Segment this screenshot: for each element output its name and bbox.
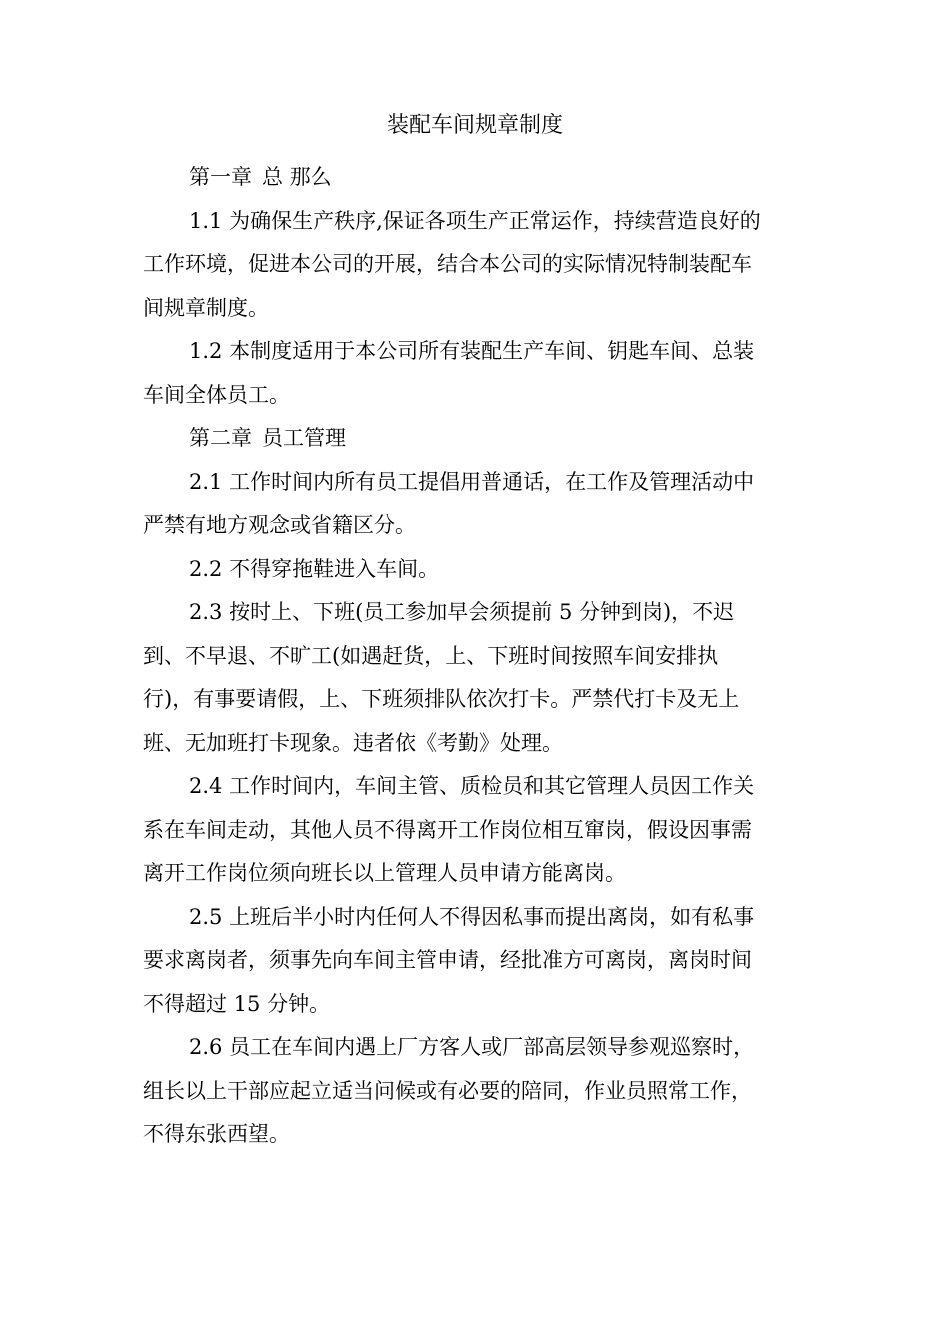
paragraph-1-2 bbox=[143, 330, 807, 417]
chapter-2-number: 第二章 bbox=[189, 426, 252, 450]
text-line: 车间全体员工。 bbox=[143, 382, 290, 407]
chapter-1-heading bbox=[143, 156, 807, 200]
document-body bbox=[143, 156, 807, 1157]
text-line: 2.1 工作时间内所有员工提倡用普通话，在工作及管理活动中 bbox=[189, 469, 755, 494]
text-line: 行)，有事要请假，上、下班须排队依次打卡。严禁代打卡及无上 bbox=[143, 687, 740, 711]
paragraph-2-6 bbox=[143, 1026, 807, 1157]
text-line: 不得东张西望。 bbox=[143, 1122, 290, 1146]
paragraph-2-1 bbox=[143, 461, 807, 548]
paragraph-2-4 bbox=[143, 765, 807, 896]
document-title: 装配车间规章制度 bbox=[386, 113, 563, 138]
chapter-1-number: 第一章 bbox=[189, 165, 252, 189]
paragraph-2-3 bbox=[143, 591, 807, 765]
text-line: 严禁有地方观念或省籍区分。 bbox=[143, 513, 416, 537]
text-line: 1.2 本制度适用于本公司所有装配生产车间、钥匙车间、总装 bbox=[189, 339, 755, 363]
chapter-1-title: 总 那么 bbox=[262, 165, 332, 189]
text-line: 2.6 员工在车间内遇上厂方客人或厂部高层领导参观巡察时， bbox=[189, 1035, 755, 1059]
text-line: 2.4 工作时间内，车间主管、质检员和其它管理人员因工作关 bbox=[189, 774, 755, 798]
text-line: 要求离岗者，须事先向车间主管申请，经批准方可离岗，离岗时间 bbox=[143, 948, 752, 972]
text-line: 系在车间走动，其他人员不得离开工作岗位相互窜岗，假设因事需 bbox=[143, 817, 752, 842]
text-line: 离开工作岗位须向班长以上管理人员申请方能离岗。 bbox=[143, 861, 626, 885]
text-line: 组长以上干部应起立适当问候或有必要的陪同，作业员照常工作， bbox=[143, 1078, 752, 1103]
text-line: 工作环境，促进本公司的开展，结合本公司的实际情况特制装配车 bbox=[143, 252, 752, 276]
text-line: 间规章制度。 bbox=[143, 295, 269, 320]
chapter-2-heading bbox=[143, 417, 807, 461]
chapter-2-title: 员工管理 bbox=[262, 426, 346, 450]
text-line: 2.2 不得穿拖鞋进入车间。 bbox=[189, 556, 440, 581]
text-line: 2.3 按时上、下班(员工参加早会须提前 5 分钟到岗)，不迟 bbox=[189, 600, 735, 624]
paragraph-2-5 bbox=[143, 896, 807, 1027]
paragraph-1-1 bbox=[143, 200, 807, 331]
text-line: 班、无加班打卡现象。违者依《考勤》处理。 bbox=[143, 730, 563, 755]
text-line: 2.5 上班后半小时内任何人不得因私事而提出离岗，如有私事 bbox=[189, 904, 755, 929]
paragraph-2-2 bbox=[143, 548, 807, 592]
text-line: 不得超过 15 分钟。 bbox=[143, 991, 331, 1016]
text-line: 到、不早退、不旷工(如遇赶货，上、下班时间按照车间安排执 bbox=[143, 643, 719, 668]
text-line: 1.1 为确保生产秩序,保证各项生产正常运作，持续营造良好的 bbox=[189, 208, 761, 233]
